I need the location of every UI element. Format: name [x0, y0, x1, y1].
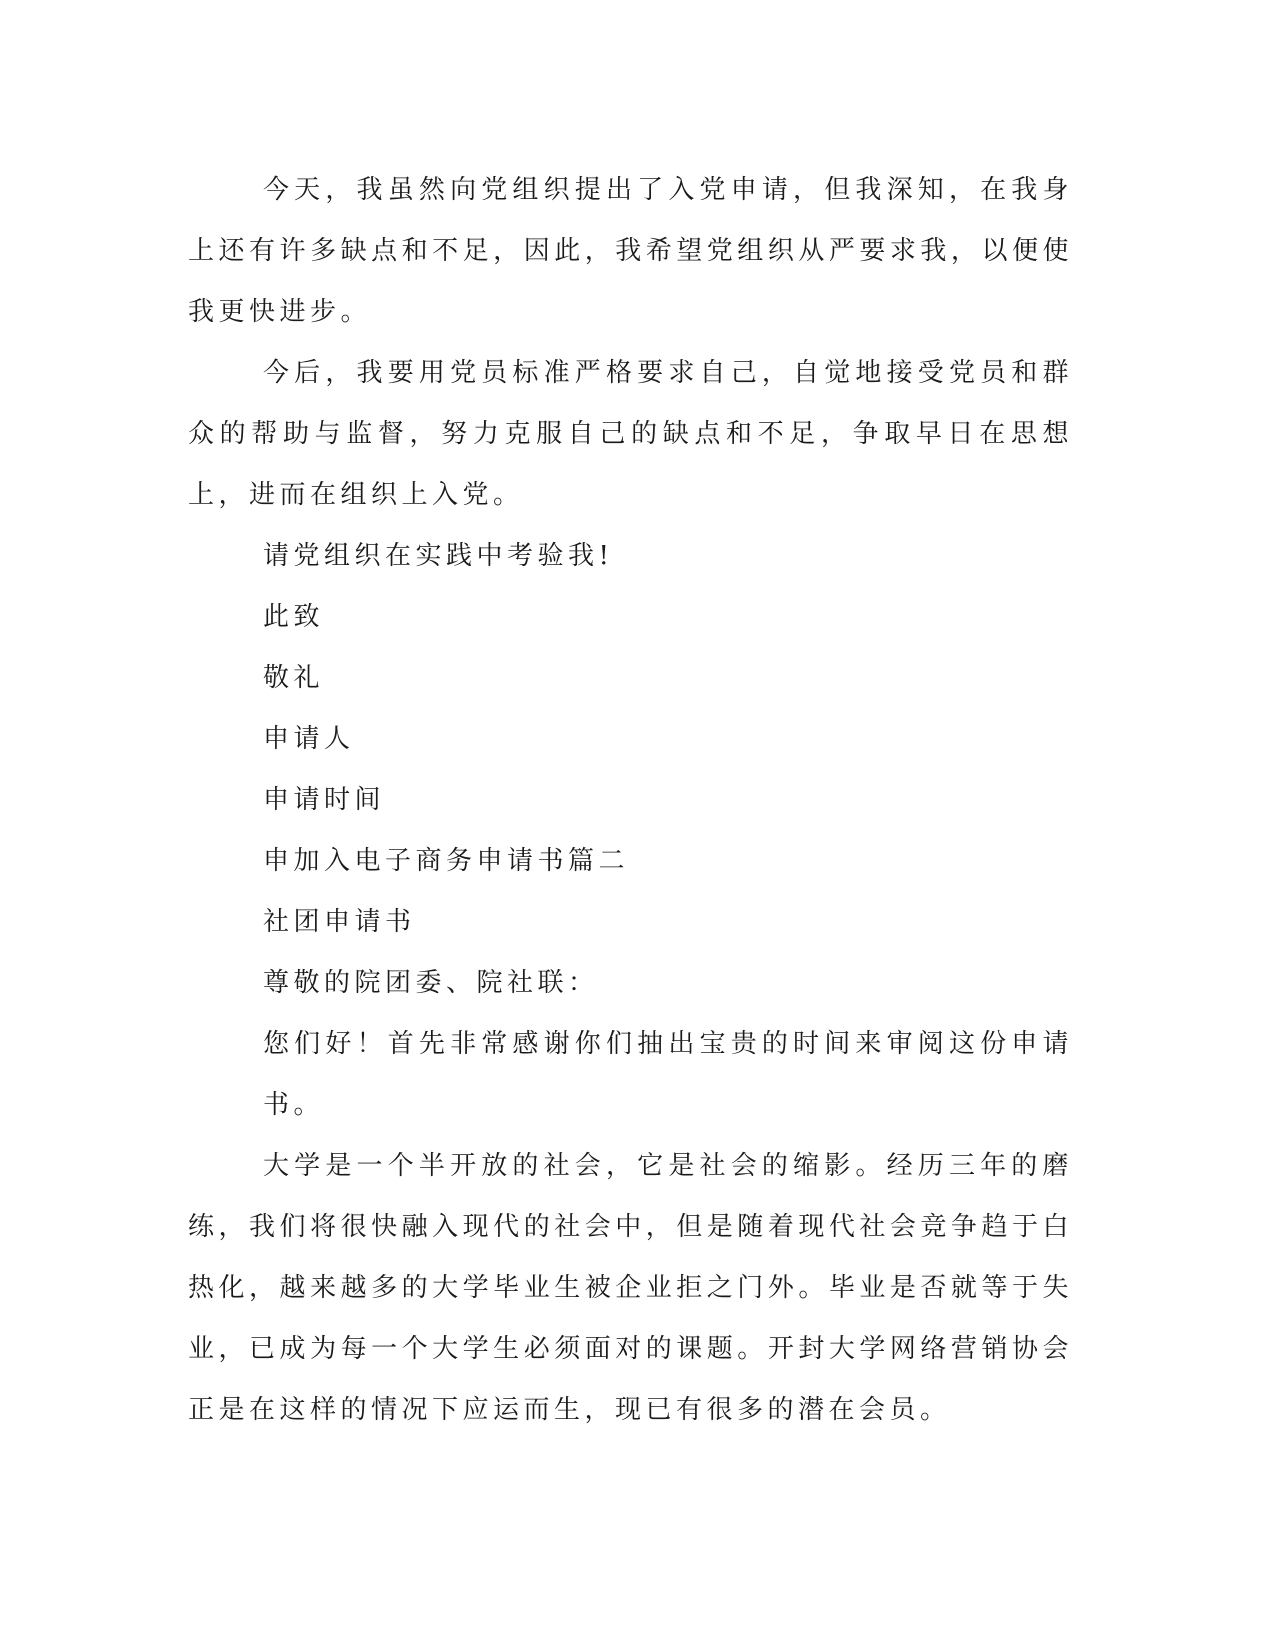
paragraph-university-society: 大学是一个半开放的社会，它是社会的缩影。经历三年的磨练，我们将很快融入现代的社会中，但是随着现代社会竞争趋于白热化，越来越多的大学毕业生被企业拒之门外。毕业是否就等于失业，已成为每一个大学生必须面对的课题。开封大学网络营销协会正是在这样的情况下应运而生，现已有很多的潜在会员。 [188, 1151, 1073, 1425]
greeting-paragraph: 您们好！首先非常感谢你们抽出宝贵的时间来审阅这份申请书。 [263, 1029, 1073, 1120]
closing-salutation: 此致 [263, 602, 325, 632]
section-title-part-two: 申加入电子商务申请书篇二 [263, 846, 630, 876]
section-subtitle: 社团申请书 [263, 907, 416, 937]
paragraph-request-test: 请党组织在实践中考验我! [263, 541, 614, 571]
applicant-label: 申请人 [263, 724, 355, 754]
document-body [188, 160, 1073, 1441]
paragraph-self-improvement: 今天，我虽然向党组织提出了入党申请，但我深知，在我身上还有许多缺点和不足，因此，我希望党组织从严要求我，以便使我更快进步。 [188, 175, 1073, 327]
closing-regards: 敬礼 [263, 663, 325, 693]
paragraph-commitment: 今后，我要用党员标准严格要求自己，自觉地接受党员和群众的帮助与监督，努力克服自己的缺点和不足，争取早日在思想上，进而在组织上入党。 [188, 358, 1073, 510]
addressee-line: 尊敬的院团委、院社联： [263, 968, 599, 998]
application-date-label: 申请时间 [263, 785, 386, 815]
